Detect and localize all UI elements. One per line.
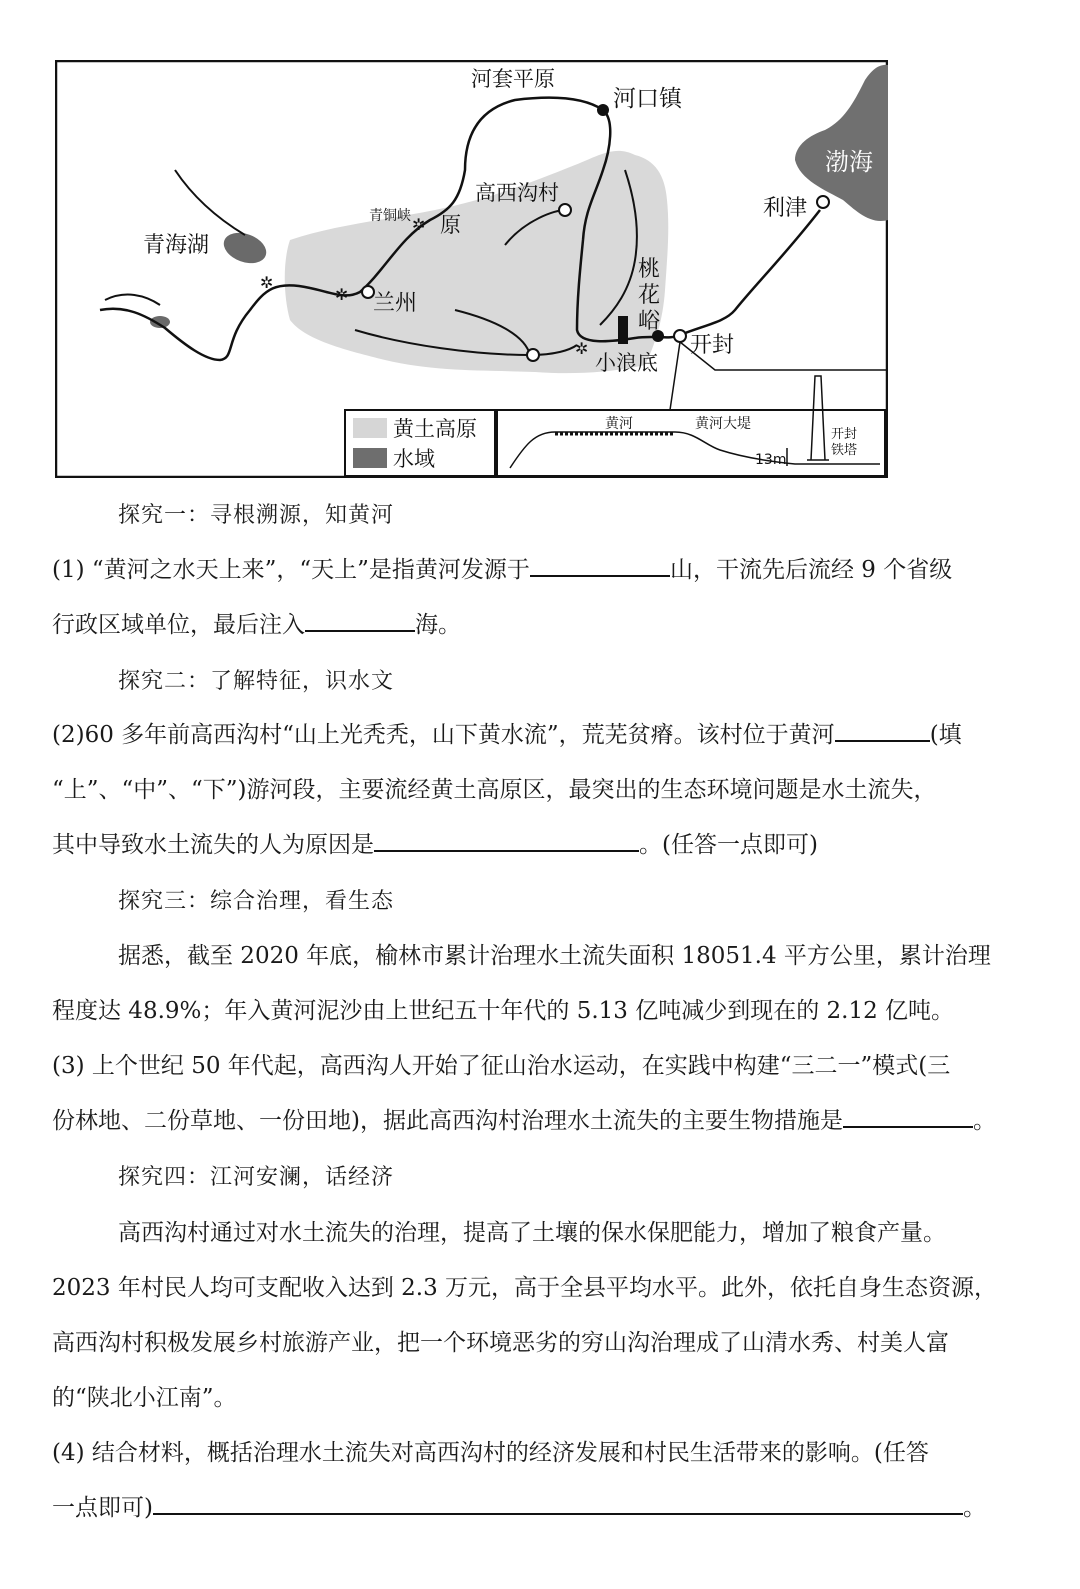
q2-text-b: (填	[929, 722, 962, 748]
m3-text-a: 据悉，截至 2020 年底，榆林市累计治理水土流失面积 18051.4 平方公里，累计治理	[118, 943, 991, 969]
section-2-title: 探究二：了解特征，识水文	[118, 669, 395, 694]
m4-text-c: 高西沟村积极发展乡村旅游产业，把一个环境恶劣的穷山沟治理成了山清水秀、村美人富	[52, 1330, 949, 1356]
q4-text-a: (4) 结合材料，概括治理水土流失对高西沟村的经济发展和村民生活带来的影响。(任答	[52, 1440, 929, 1466]
gaoxigou-marker	[559, 204, 571, 216]
label-qinghai-lake: 青海湖	[143, 233, 210, 258]
profile-tower-label-2: 铁塔	[831, 443, 858, 458]
m4-text-a: 高西沟村通过对水土流失的治理，提高了土壤的保水保肥能力，增加了粮食产量。	[118, 1220, 946, 1246]
question-2	[52, 708, 1022, 873]
q1-text-b: 山，干流先后流经 9 个省级	[669, 557, 953, 583]
kaifeng-marker	[674, 330, 686, 342]
hekou-marker	[597, 104, 609, 116]
legend-water-label: 水域	[393, 447, 435, 471]
label-kaifeng: 开封	[690, 333, 735, 358]
q3-text-c: 。	[972, 1108, 996, 1134]
label-hekou: 河口镇	[613, 86, 682, 112]
q4-blank[interactable]	[153, 1491, 963, 1515]
label-hetao: 河套平原	[471, 67, 555, 91]
q1-text-a: (1) “黄河之水天上来”，“天上”是指黄河发源于	[52, 557, 530, 583]
profile-levee-label: 黄河大堤	[695, 416, 751, 432]
q1-blank-2[interactable]	[305, 608, 415, 632]
q2-text-a: (2)60 多年前高西沟村“山上光秃秃，山下黄水流”，荒芜贫瘠。该村位于黄河	[52, 722, 835, 748]
material-3	[52, 929, 1022, 1149]
xiaolangdi-dam	[618, 316, 628, 344]
q1-blank-1[interactable]	[530, 553, 670, 577]
map-svg	[55, 60, 888, 478]
lijin-marker	[817, 196, 829, 208]
legend-loess-swatch	[353, 418, 387, 438]
qingtongxia-dam-symbol: ✲	[412, 215, 426, 234]
dam-symbol-2: ✲	[335, 285, 349, 304]
label-taohuayu-2: 花	[638, 283, 661, 308]
profile-height-label: 13m	[755, 452, 787, 468]
label-qingtongxia: 青铜峡	[369, 208, 411, 224]
label-xiaolangdi: 小浪底	[595, 351, 658, 375]
dam-symbol-3: ✲	[575, 339, 589, 358]
label-lijin: 利津	[763, 196, 808, 221]
q2-text-e: 。(任答一点即可)	[639, 832, 818, 858]
node-marker-1	[527, 349, 539, 361]
label-lanzhou: 兰州	[373, 291, 418, 316]
label-gaoxigou: 高西沟村	[475, 181, 559, 205]
material-4	[52, 1206, 1022, 1536]
legend-water-swatch	[353, 448, 387, 468]
section-3-title: 探究三：综合治理，看生态	[118, 889, 395, 914]
m3-text-b: 程度达 48.9%；年入黄河泥沙由上世纪五十年代的 5.13 亿吨减少到现在的 2.12 亿吨。	[52, 998, 955, 1024]
dam-symbol-1: ✲	[260, 273, 274, 292]
q1-text-c: 行政区域单位，最后注入	[52, 612, 305, 638]
legend-loess-label: 黄土高原	[393, 417, 477, 441]
label-taohuayu-3: 峪	[638, 309, 661, 334]
profile-box	[497, 410, 885, 476]
m4-text-b: 2023 年村民人均可支配收入达到 2.3 万元，高于全县平均水平。此外，依托自身生态资源，	[52, 1275, 998, 1301]
label-taohuayu-1: 桃	[638, 257, 661, 282]
label-bohai: 渤海	[825, 148, 873, 176]
section-4-title: 探究四：江河安澜，话经济	[118, 1165, 395, 1190]
label-yuan: 原	[440, 213, 461, 237]
question-1	[52, 543, 1022, 653]
yellow-river-map	[55, 60, 888, 478]
profile-river-label: 黄河	[605, 416, 633, 432]
q2-blank-1[interactable]	[835, 718, 930, 742]
m4-text-d: 的“陕北小江南”。	[52, 1385, 237, 1411]
q1-text-d: 海。	[415, 612, 461, 638]
q3-text-a: (3) 上个世纪 50 年代起，高西沟人开始了征山治水运动，在实践中构建“三二一”模式(三	[52, 1053, 951, 1079]
section-1-title: 探究一：寻根溯源，知黄河	[118, 503, 395, 528]
q2-text-c: “上”、“中”、“下”)游河段，主要流经黄土高原区，最突出的生态环境问题是水土流失，	[52, 777, 937, 803]
q2-blank-2[interactable]	[374, 828, 639, 852]
profile-tower-label-1: 开封	[831, 427, 858, 442]
q4-text-c: 。	[962, 1495, 986, 1521]
q3-blank[interactable]	[843, 1104, 973, 1128]
q4-text-b: 一点即可)	[52, 1495, 153, 1521]
q2-text-d: 其中导致水土流失的人为原因是	[52, 832, 374, 858]
q3-text-b: 份林地、二份草地、一份田地)，据此高西沟村治理水土流失的主要生物措施是	[52, 1108, 843, 1134]
